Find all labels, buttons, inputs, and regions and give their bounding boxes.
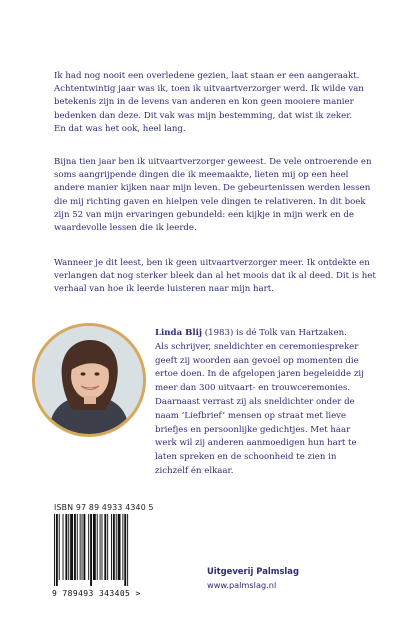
barcode-bar <box>65 514 67 580</box>
author-photo <box>32 323 146 437</box>
barcode-bar <box>104 514 106 580</box>
barcode-bar <box>127 514 128 586</box>
blurb-line: soms aangrijpende dingen die ik meemaakte, lieten mij op een heel <box>54 170 349 181</box>
barcode-bar <box>88 514 89 580</box>
barcode-bar <box>122 514 123 580</box>
bio-first-line-text: (1983) is dé Tolk van Hartzaken. <box>202 328 347 338</box>
barcode-bar <box>83 514 85 580</box>
barcode-bar <box>70 514 73 580</box>
blurb-line: Bijna tien jaar ben ik uitvaartverzorger geweest. De vele ontroerende en <box>54 157 372 167</box>
barcode-bar <box>59 514 60 580</box>
bio-line: geeft zij woorden aan gevoel op momenten die <box>155 355 359 366</box>
publisher-website: www.palmslag.nl <box>207 580 277 590</box>
barcode-bar <box>116 514 117 580</box>
blurb-line: die mij richting gaven en hielpen vele dingen te relativeren. In dit boek <box>54 196 366 207</box>
bio-line: briefjes en persoonlijke gedichtjes. Met haar <box>155 424 351 435</box>
barcode-bar <box>107 514 108 580</box>
blurb-line: verhaal van hoe ik leerde luisteren naar mijn hart. <box>54 284 274 295</box>
blurb-line: En dat was het ook, heel lang. <box>54 123 186 134</box>
blurb-line: waardevolle lessen die ik leerde. <box>54 223 197 234</box>
barcode-bar <box>93 514 96 580</box>
barcode-bar <box>111 514 112 580</box>
barcode-bar <box>100 514 101 580</box>
barcode-bar <box>54 514 55 586</box>
bio-line: naam ‘Liefbrief’ mensen op straat met lieve <box>155 410 347 421</box>
blurb-line: andere manier kijken naar mijn leven. De gebeurtenissen werden lessen <box>54 183 371 194</box>
blurb-line: Achtentwintig jaar was ik, toen ik uitvaartverzorger werd. Ik wilde van <box>54 84 364 95</box>
publisher-name: Uitgeverij Palmslag <box>207 566 299 576</box>
barcode-bar <box>56 514 58 586</box>
barcode-bar <box>82 514 83 580</box>
blurb-line: Wanneer je dit leest, ben ik geen uitvaartverzorger meer. Ik ontdekte en <box>54 258 370 268</box>
barcode-bar <box>74 514 76 580</box>
barcode <box>52 514 154 586</box>
barcode-bar <box>80 514 81 580</box>
bio-line: werk wil zij anderen aanmoedigen hun hart te <box>155 438 357 449</box>
bio-line: laten spreken en de schoonheid te zien in <box>155 452 337 463</box>
blurb-line: betekenis zijn in de levens van anderen en kon geen mooiere manier <box>54 97 354 108</box>
barcode-bar <box>124 514 126 586</box>
bio-line: meer dan 300 uitvaart- en trouwceremonies. <box>155 383 351 394</box>
bio-line: ertoe doen. In de afgelopen jaren begeleidde zij <box>155 369 364 380</box>
blurb-line: verlangen dat nog sterker bleek dan al het moois dat ik al deed. Dit is het <box>54 271 376 282</box>
blurb-line: bedenken dan deze. Dit vak was mijn bestemming, dat wist ik zeker. <box>54 110 353 121</box>
blurb-paragraph-1 <box>54 70 379 136</box>
barcode-bar <box>102 514 103 580</box>
blurb-paragraph-3 <box>54 257 379 297</box>
barcode-bar <box>118 514 121 580</box>
barcode-bar <box>68 514 69 580</box>
blurb-paragraph-2 <box>54 156 379 235</box>
barcode-digits: 9 789493 343405 > <box>52 589 141 598</box>
author-name: Linda Blij <box>155 328 203 338</box>
barcode-bar <box>63 514 64 580</box>
barcode-bar <box>113 514 115 580</box>
bio-first-line <box>155 327 387 341</box>
bio-line: zichzelf én elkaar. <box>155 465 234 476</box>
barcode-bar <box>97 514 98 580</box>
blurb-line: Ik had nog nooit een overledene gezien, laat staan er een aangeraakt. <box>54 71 360 81</box>
barcode-bar <box>77 514 78 580</box>
barcode-bar <box>90 514 92 586</box>
author-bio <box>155 327 387 479</box>
blurb-line: zijn 52 van mijn ervaringen gebundeld: een kijkje in mijn werk en de <box>54 209 355 220</box>
bio-line: Daarnaast verrast zij als sneldichter onder de <box>155 396 355 407</box>
isbn-label: ISBN 97 89 4933 4340 5 <box>54 503 154 512</box>
bio-line: Als schrijver, sneldichter en ceremoniespreker <box>155 341 359 352</box>
